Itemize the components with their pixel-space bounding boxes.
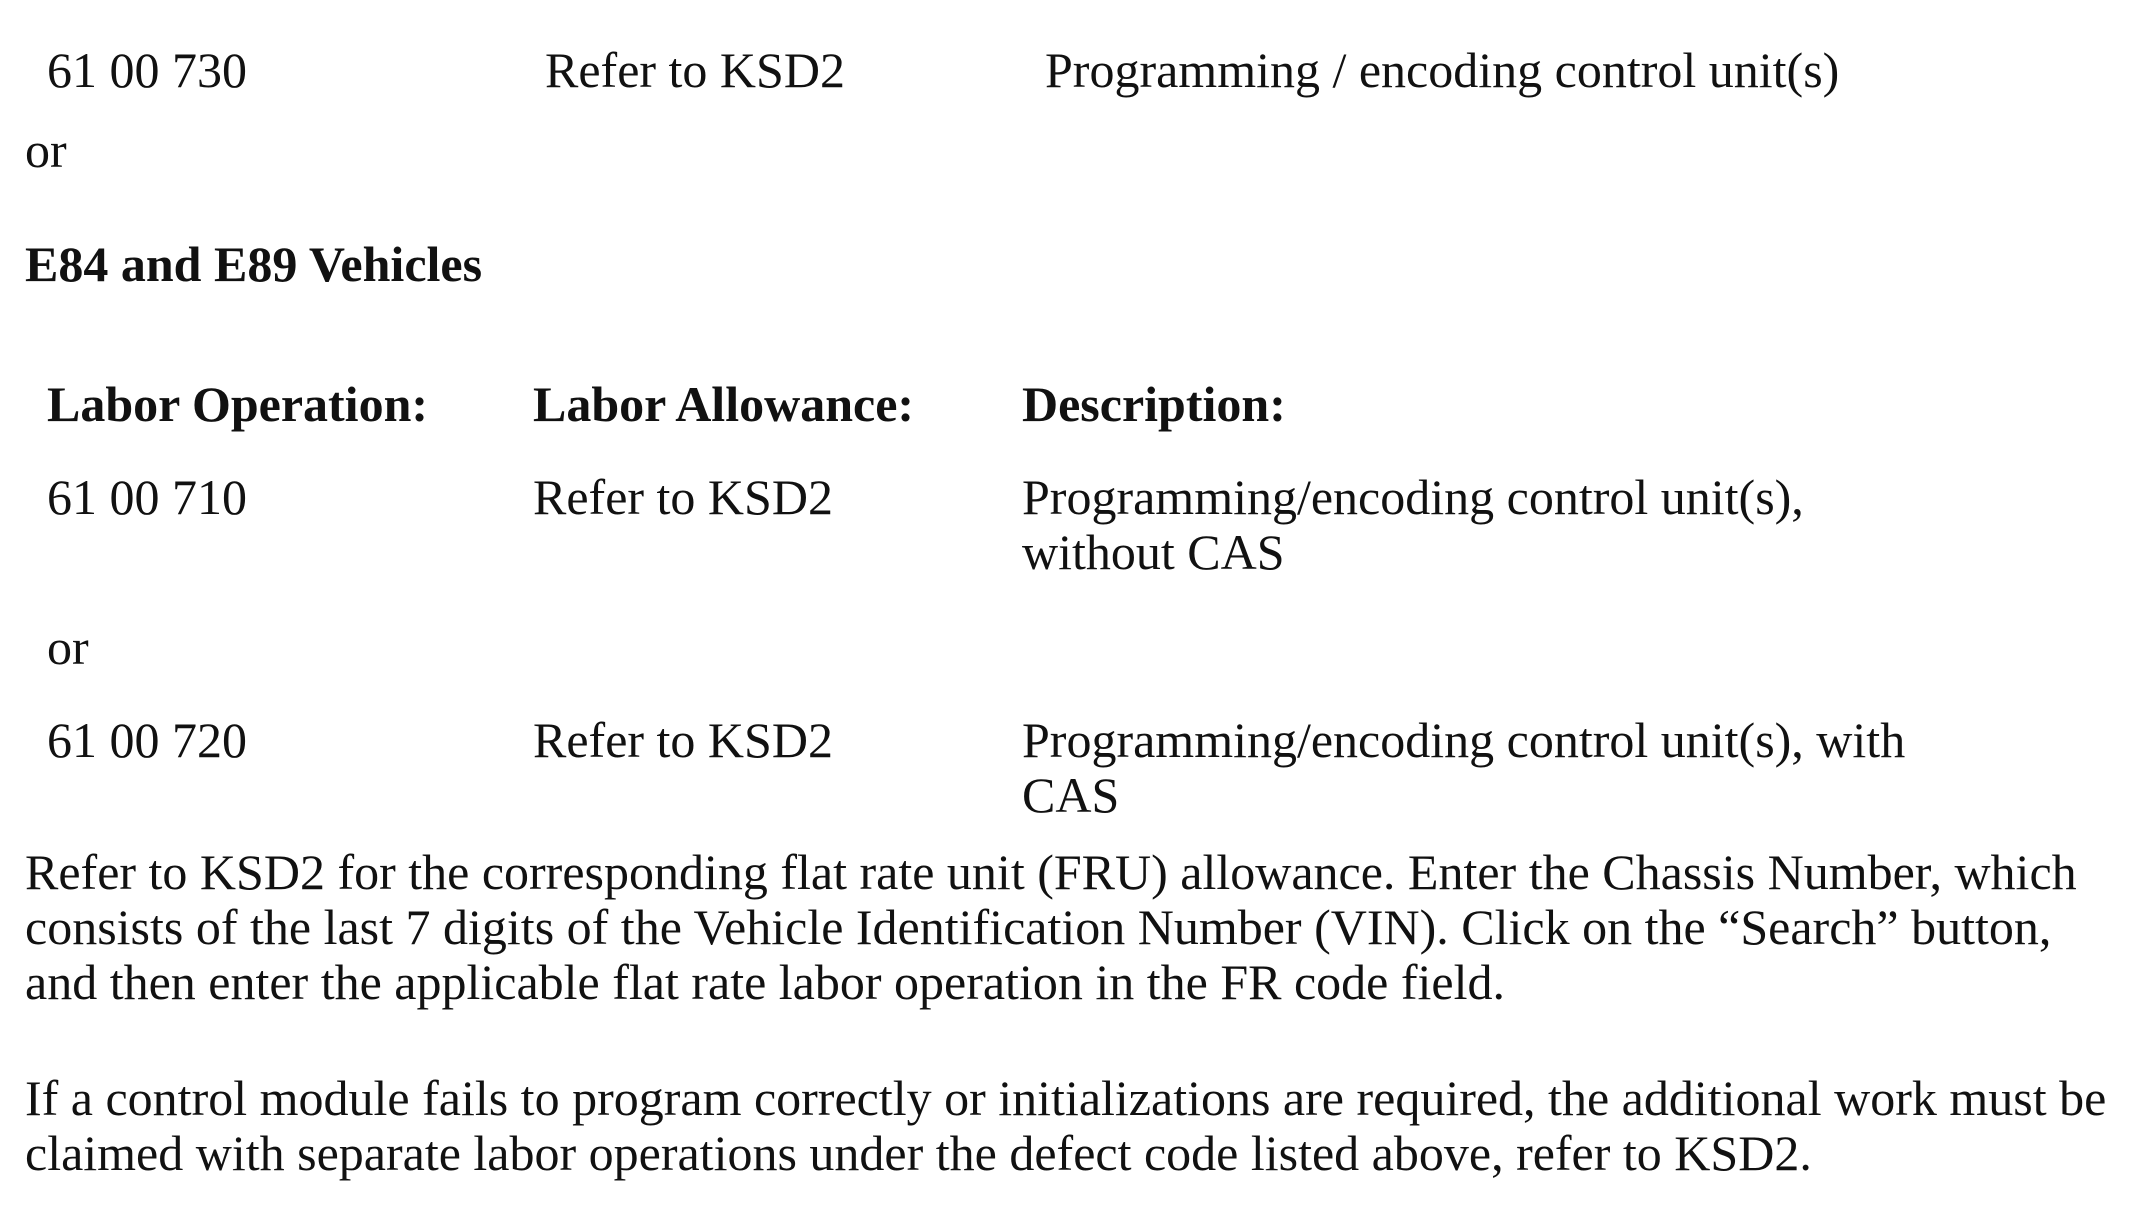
or-separator: or: [25, 122, 67, 178]
description-line-2: without CAS: [1022, 524, 1285, 580]
paragraph-line: consists of the last 7 digits of the Vehicle Identification Number (VIN). Click on the “Search” button,: [25, 899, 2052, 955]
labor-allowance: Refer to KSD2: [533, 469, 833, 525]
labor-operation-code: 61 00 730: [47, 42, 247, 98]
labor-operation-code: 61 00 710: [47, 469, 247, 525]
description-line-1: Programming/encoding control unit(s), with: [1022, 712, 1906, 768]
description-line-1: Programming/encoding control unit(s),: [1022, 469, 1804, 525]
header-labor-operation: Labor Operation:: [47, 376, 429, 432]
labor-allowance: Refer to KSD2: [545, 42, 845, 98]
paragraph-line: claimed with separate labor operations under the defect code listed above, refer to KSD2.: [25, 1125, 1812, 1181]
description: Programming / encoding control unit(s): [1045, 42, 1840, 98]
header-description: Description:: [1022, 376, 1286, 432]
labor-allowance: Refer to KSD2: [533, 712, 833, 768]
paragraph-line: If a control module fails to program correctly or initializations are required, the additional work must be: [25, 1070, 2107, 1126]
description-line-2: CAS: [1022, 767, 1120, 823]
section-heading: E84 and E89 Vehicles: [25, 236, 483, 292]
header-labor-allowance: Labor Allowance:: [533, 376, 915, 432]
paragraph-line: Refer to KSD2 for the corresponding flat rate unit (FRU) allowance. Enter the Chassis Number, which: [25, 844, 2077, 900]
or-separator: or: [47, 619, 89, 675]
labor-operation-code: 61 00 720: [47, 712, 247, 768]
paragraph-line: and then enter the applicable flat rate labor operation in the FR code field.: [25, 954, 1505, 1010]
